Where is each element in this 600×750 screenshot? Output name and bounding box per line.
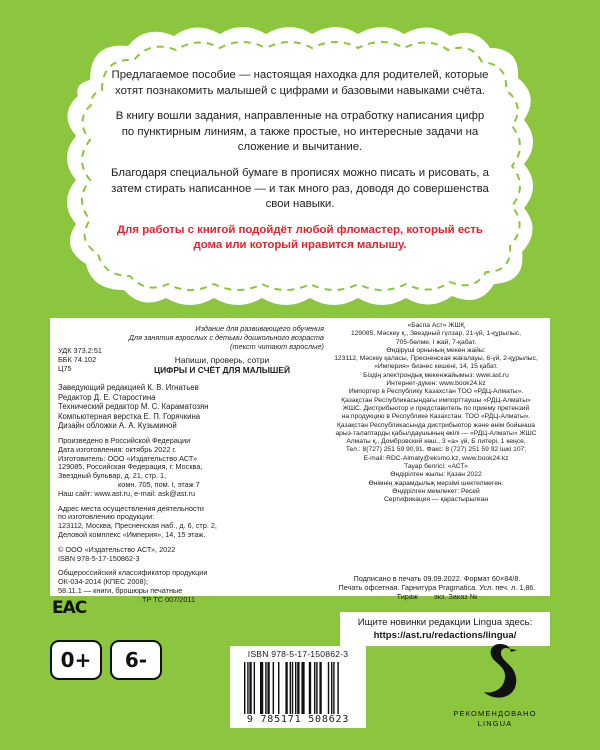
production-line: Изготовитель: ООО «Издательство АСТ» (58, 453, 198, 463)
kz-line: арыз-талаптарды қабылдаушының өкілі — «РДЦ-Алматы» ЖШС (335, 429, 537, 437)
edition-line-1: Издание для развивающего обучения (195, 324, 324, 333)
barcode-bar (292, 662, 293, 714)
barcode-box (230, 646, 366, 728)
book-title: ЦИФРЫ И СЧЁТ ДЛЯ МАЛЫШЕЙ (154, 365, 290, 375)
imprint-main-block (58, 353, 324, 605)
book-title-block (58, 355, 324, 375)
classifier-line: Общероссийский классификатор продукции (58, 568, 208, 578)
imprint-right-column (326, 322, 546, 505)
production-line: Звездный бульвар, д. 21, стр. 1, (58, 471, 167, 481)
barcode-bar (247, 662, 248, 714)
udk-code: УДК 373.2:51 (58, 346, 102, 355)
credit-line: Дизайн обложки А. А. Кузьминой (58, 421, 177, 431)
link-caption: Ищите новинки редакции Lingua здесь: (357, 617, 533, 628)
edition-line-2: Для занятия взрослых с детьми дошкольного возраста (128, 333, 324, 342)
lingua-label: LINGUA (477, 719, 513, 728)
print-signature-block (324, 574, 550, 601)
credit-line: Компьютерная верстка Е. П. Горячкина (58, 411, 201, 421)
address-block (58, 505, 324, 540)
description-paragraph-1: Предлагаемое пособие — настоящая находка для родителей, которые хотят познакомить малышей с цифрами и базовыми навыками счёта. (111, 69, 489, 97)
production-line: Произведено в Российской Федерации (58, 435, 191, 445)
kz-line: Алматы қ., Домбровский көш., 3 «а» үй, Б литері, 1 кеңсе. (346, 438, 526, 446)
classifier-block (58, 569, 324, 604)
barcode-isbn: ISBN 978-5-17-150862-3 (247, 649, 349, 659)
kz-line: 705-бөлме, I жай, 7-қабат. (395, 338, 477, 346)
kz-line: на продукцию в Республике Казахстан: ТОО «РДЦ-Алматы». (341, 413, 531, 421)
address-line: по изготовлению продукции: (58, 512, 155, 522)
recommended-caption (440, 709, 550, 729)
kz-line: «Баспа Аст» ЖШҚ (407, 322, 465, 329)
kz-line: Өндіруші орнының мекен жайы: (386, 346, 486, 354)
production-block (58, 437, 324, 499)
kz-line: 129085, Мәскеу қ., Звездный гүлзар, 21-үй, 1-құрылыс, (350, 330, 522, 338)
kz-line: Тел.: 8(727) 251 59 90,91. Факс: 8 (727) 251 59 92 ішкі 107; (345, 446, 527, 454)
copyright-block (58, 546, 324, 564)
kz-line: 123112, Мәскеу қаласы, Пресненская жағалауы, 6-үй, 2-құрылыс, (334, 355, 538, 363)
kz-line: Біздің электрондық мекенжайымыз: www.ast.ru (363, 371, 509, 379)
barcode-bar (319, 662, 321, 714)
barcode-number: 9 785171 508623 (246, 714, 350, 725)
print-signature-line: Тираж экз. Заказ № (396, 592, 478, 601)
classifier-line: ОК-034-2014 (КПЕС 2008); (58, 577, 148, 587)
classifier-line: ТР ТС 007/2011 (142, 594, 195, 604)
production-line: комн. 705, пом. I, этаж 7 (118, 479, 200, 489)
barcode-bar (273, 662, 274, 714)
barcode-bar (278, 662, 279, 714)
credits-block (58, 383, 324, 431)
barcode-bar (244, 662, 245, 714)
barcode-bar (331, 662, 332, 714)
print-signature-line: Печать офсетная. Гарнитура Pragmatica. Усл. печ. л. 1,86. (338, 583, 536, 592)
kz-line: E-mail: RDC-Almaty@eksmo.kz, www.book24.kz (363, 454, 509, 462)
address-line: Адрес места осуществления деятельности (58, 503, 204, 513)
kz-line: Өндірілген мемлекет: Ресей (392, 487, 480, 495)
lingua-url-link[interactable]: https://ast.ru/redactions/lingua/ (373, 630, 517, 641)
classifier-line: 58.11.1 — книги, брошюры печатные (58, 585, 183, 595)
kz-line: Қазақстан Республикасында дистрибьютор және өнім бойынша (336, 421, 536, 429)
kz-line: «Империя» бизнес кешені, 14, 15 қабат. (374, 363, 498, 371)
barcode-bar (333, 662, 334, 714)
barcode-icon (242, 662, 354, 714)
kz-line: Өндірілген жылы: Қазан 2022 (390, 471, 482, 479)
isbn-line: ISBN 978-5-17-150862-3 (58, 553, 140, 563)
credit-line: Заведующий редакцией К. В. Игнатьев (58, 383, 199, 392)
address-line: Деловой комплекс «Империя», 14, 15 этаж. (58, 529, 206, 539)
barcode-bar (285, 662, 287, 714)
description-cloud (50, 20, 550, 310)
cloud-text (110, 68, 490, 264)
barcode-bar (254, 662, 255, 714)
address-line: 123112, Москва, Пресненская наб., д. 6, стр. 2, (58, 521, 217, 531)
age-rating-badge: 0+ (50, 640, 102, 680)
recommended-label: РЕКОМЕНДОВАНО (453, 709, 537, 718)
description-paragraph-4: Для работы с книгой подойдёт любой фломастер, который есть дома или который нравится малышу. (117, 223, 483, 252)
eac-mark-icon: EAC (52, 598, 87, 618)
print-signature-line: Подписано в печать 09.09.2022. Формат 60×84/8. (353, 574, 521, 583)
barcode-bar (301, 662, 304, 714)
credit-line: Редактор Д. Е. Старостина (58, 392, 156, 402)
description-paragraph-3: Благодаря специальной бумаге в прописях можно писать и рисовать, а затем стирать написанное — и так много раз, доводя до совершенства свои навыки. (111, 166, 489, 211)
barcode-bar (290, 662, 291, 714)
lingua-swan-logo-icon (470, 640, 524, 704)
barcode-bar (316, 662, 317, 714)
barcode-bar (249, 662, 251, 714)
credit-line: Технический редактор М. С. Караматозян (58, 402, 209, 412)
bbk-code: ББК 74.102 (58, 355, 97, 364)
barcode-bar (314, 662, 315, 714)
production-line: Наш сайт: www.ast.ru, e-mail: ask@ast.ru (58, 488, 196, 498)
barcode-bar (295, 662, 296, 714)
age-rating-badge: 6- (110, 640, 162, 680)
barcode-bar (297, 662, 299, 714)
kz-line: Қазақстан Республикасындағы импорттаушы «РДЦ-Алматы» (341, 396, 531, 404)
kz-line: Өнімнің жарамдылық мерзімі шектелмеген. (368, 479, 504, 487)
kz-line: Импортер в Республику Казахстан ТОО «РДЦ-Алматы». (348, 388, 524, 396)
kz-line: Тауар белгісі: «АСТ» (404, 463, 468, 471)
description-paragraph-2: В книгу вошли задания, направленные на отработку написания цифр по пунктирным линиям, а также простые, но интересные задачи на сложение и вычитание. (115, 110, 485, 154)
production-line: 129085, Российская Федерация, г. Москва, (58, 462, 203, 472)
book-series-title: Напиши, проверь, сотри (174, 355, 270, 365)
production-line: Дата изготовления: октябрь 2022 г. (58, 444, 177, 454)
barcode-bar (267, 662, 269, 714)
kz-line: Интернет-дүкен: www.book24.kz (386, 380, 486, 388)
kz-line: ЖШС. Дистрибьютор и представитель по приему претензий (342, 404, 530, 412)
barcode-bar (309, 662, 311, 714)
edition-line-3: (текст читают взрослые) (230, 342, 324, 351)
copyright-line: © ООО «Издательство АСТ», 2022 (58, 544, 176, 554)
author-code: Ц75 (58, 364, 72, 373)
barcode-bar (337, 662, 338, 714)
imprint-panel (50, 318, 550, 604)
barcode-bar (265, 662, 266, 714)
barcode-bar (328, 662, 329, 714)
barcode-bar (260, 662, 263, 714)
kz-line: Сертификация — қарастырылған (383, 496, 489, 504)
